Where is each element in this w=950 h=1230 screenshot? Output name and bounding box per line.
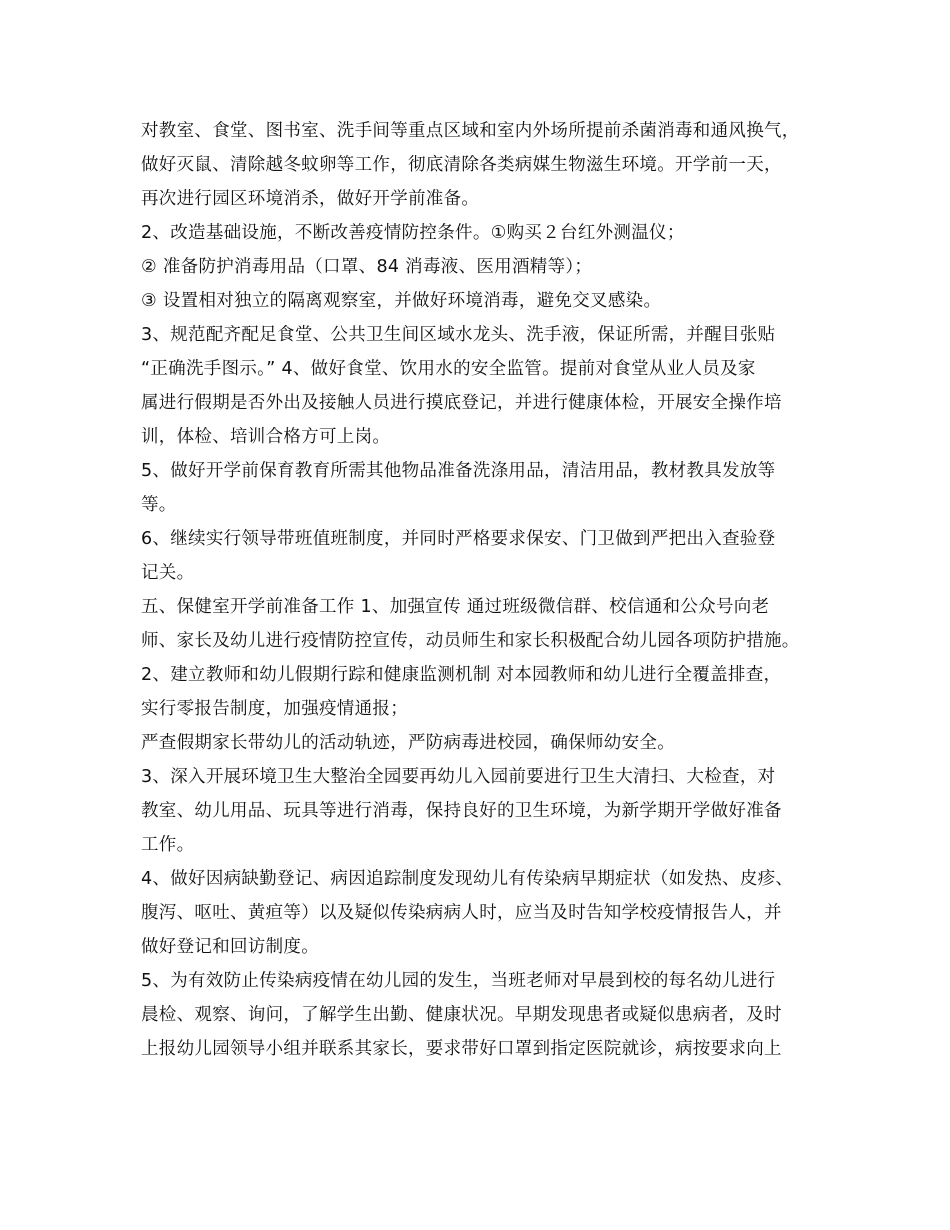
text-line: 2、建立教师和幼儿假期行踪和健康监测机制 对本园教师和幼儿进行全覆盖排查，: [141, 665, 782, 685]
text-line: 师、家长及幼儿进行疫情防控宣传，动员师生和家长积极配合幼儿园各项防护措施。: [141, 631, 800, 651]
text-line: 五、保健室开学前准备工作 1、加强宣传 通过班级微信群、校信通和公众号向老: [141, 597, 770, 617]
text-line: ③ 设置相对独立的隔离观察室，并做好环境消毒，避免交叉感染。: [141, 291, 662, 311]
text-line: 上报幼儿园领导小组并联系其家长，要求带好口罩到指定医院就诊，病按要求向上: [141, 1039, 782, 1059]
text-line: 做好登记和回访制度。: [141, 937, 319, 957]
text-line: 3、规范配齐配足食堂、公共卫生间区域水龙头、洗手液，保证所需，并醒目张贴: [141, 325, 776, 345]
text-line: 记关。: [141, 563, 195, 583]
text-line: 等。: [141, 495, 177, 515]
text-line: 工作。: [141, 835, 195, 855]
text-line: 再次进行园区环境消杀，做好开学前准备。: [141, 189, 480, 209]
text-line: 5、为有效防止传染病疫情在幼儿园的发生，当班老师对早晨到校的每名幼儿进行: [141, 971, 776, 991]
text-line: 4、做好因病缺勤登记、病因追踪制度发现幼儿有传染病早期症状（如发热、皮疹、: [141, 869, 794, 889]
text-line: 对教室、食堂、图书室、洗手间等重点区域和室内外场所提前杀菌消毒和通风换气，: [141, 121, 800, 141]
text-line: 训，体检、培训合格方可上岗。: [141, 427, 391, 447]
text-line: 做好灭鼠、清除越冬蚊卵等工作，彻底清除各类病媒生物滋生环境。开学前一天，: [141, 155, 782, 175]
text-line: 实行零报告制度，加强疫情通报；: [141, 699, 408, 719]
text-line: 腹泻、呕吐、黄疸等）以及疑似传染病病人时，应当及时告知学校疫情报告人，并: [141, 903, 782, 923]
document-body: [141, 114, 831, 1066]
text-line: 3、深入开展环境卫生大整治全园要再幼儿入园前要进行卫生大清扫、大检查，对: [141, 767, 776, 787]
text-line: 5、做好开学前保育教育所需其他物品准备洗涤用品，清洁用品，教材教具发放等: [141, 461, 776, 481]
text-line: 6、继续实行领导带班值班制度，并同时严格要求保安、门卫做到严把出入查验登: [141, 529, 776, 549]
text-line: 教室、幼儿用品、玩具等进行消毒，保持良好的卫生环境，为新学期开学做好准备: [141, 801, 782, 821]
text-line: ② 准备防护消毒用品（口罩、84 消毒液、医用酒精等）；: [141, 257, 593, 277]
text-line: 晨检、观察、询问，了解学生出勤、健康状况。早期发现患者或疑似患病者，及时: [141, 1005, 782, 1025]
text-line: 属进行假期是否外出及接触人员进行摸底登记，并进行健康体检，开展安全操作培: [141, 393, 782, 413]
text-line: 2、改造基础设施，不断改善疫情防控条件。①购买２台红外测温仪；: [141, 223, 685, 243]
text-line: 严查假期家长带幼儿的活动轨迹，严防病毒进校园，确保师幼安全。: [141, 733, 675, 753]
text-line: “正确洗手图示。” 4、做好食堂、饮用水的安全监管。提前对食堂从业人员及家: [141, 359, 756, 379]
